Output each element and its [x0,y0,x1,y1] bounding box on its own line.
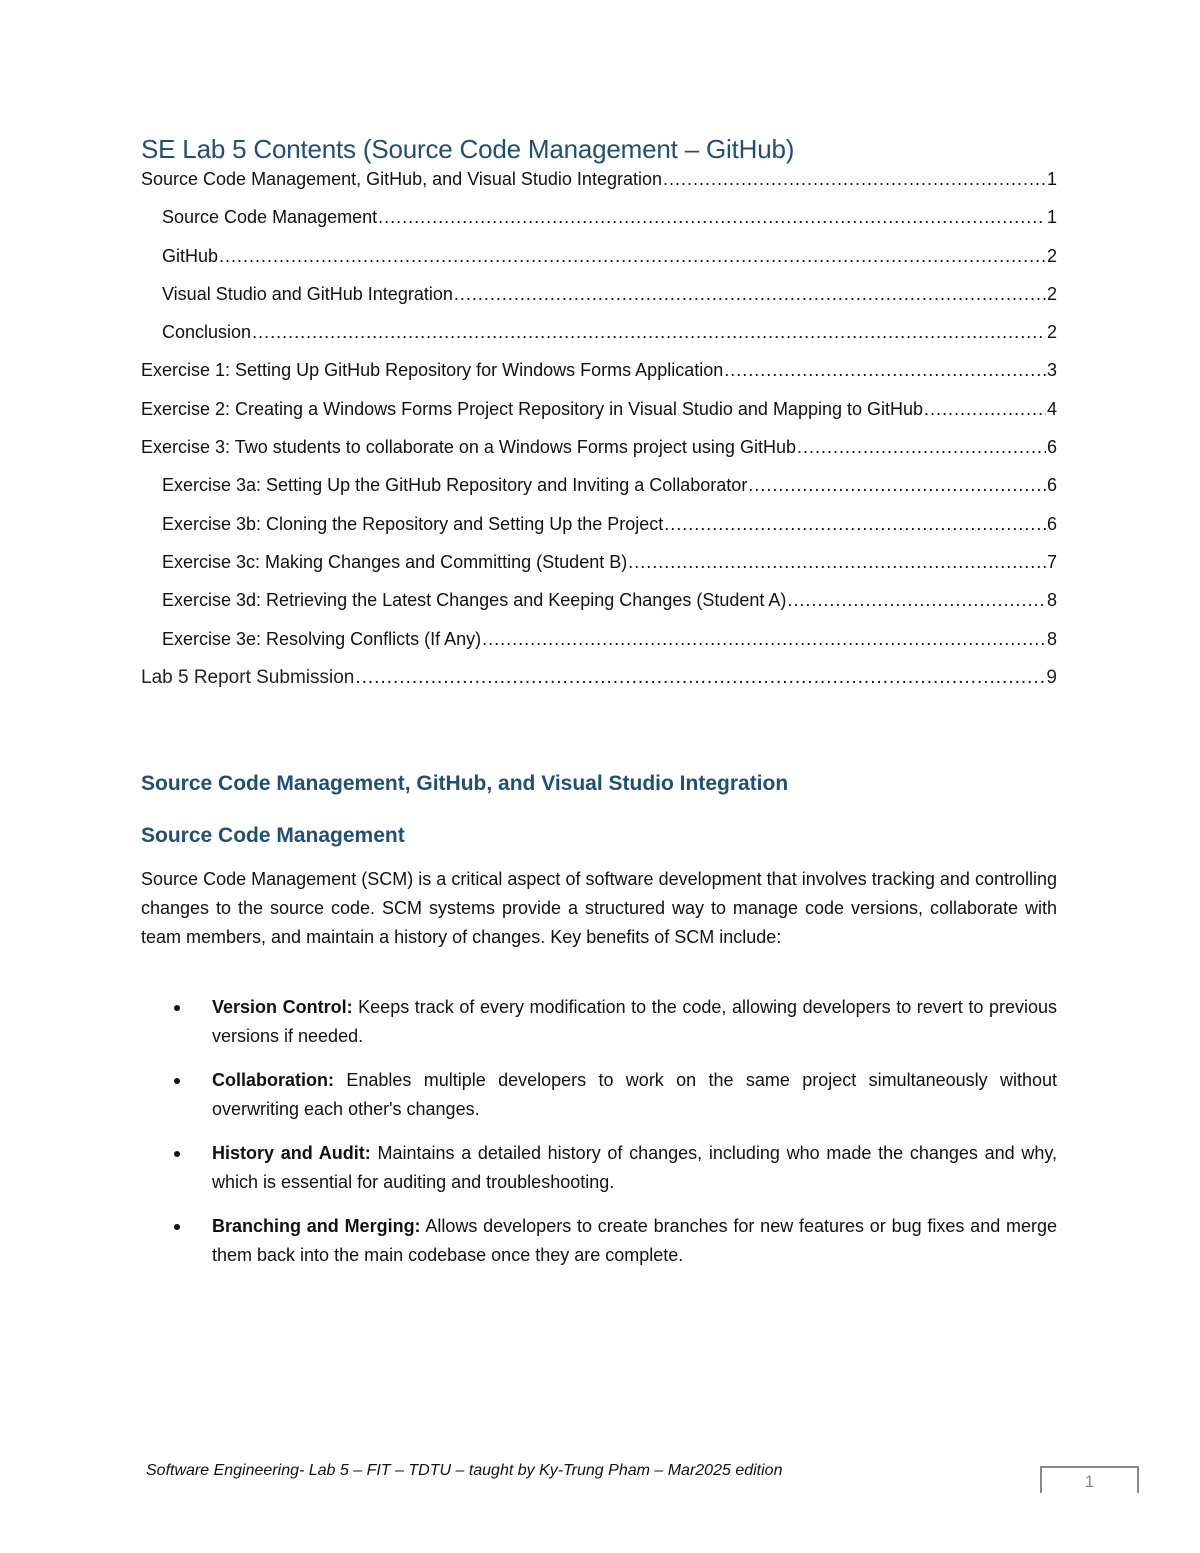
toc-entry[interactable] [141,246,1057,284]
toc-leader [664,514,1046,535]
bullet-text: Keeps track of every modification to the code, allowing developers to revert to previous versions if needed. [212,997,1057,1046]
toc-entry-page: 2 [1046,283,1057,304]
toc-entry-text: Visual Studio and GitHub Integration [162,283,453,304]
toc-entry-text: Exercise 3c: Making Changes and Committing (Student B) [162,551,628,572]
toc-entry-text: Conclusion [162,322,252,343]
toc-entry-page: 4 [1046,398,1057,419]
toc-entry-page: 6 [1046,513,1057,534]
intro-paragraph: Source Code Management (SCM) is a critical aspect of software development that involves tracking and controlling changes to the source code. SCM systems provide a structured way to manage code versions, collaborate with team members, and maintain a history of changes. Key benefits of SCM include: [141,869,1057,947]
toc-entry[interactable] [141,322,1057,360]
page-number: 1 [1084,1472,1095,1491]
toc-entry-text: Exercise 1: Setting Up GitHub Repository for Windows Forms Application [141,360,724,381]
toc-entry[interactable] [141,207,1057,245]
toc-leader [628,552,1046,573]
toc-entry-page: 2 [1046,245,1057,266]
toc-leader [252,322,1046,343]
bullet-term: Collaboration: [212,1070,334,1090]
bullet-icon [174,1151,180,1157]
list-item [141,993,1057,1051]
toc-entry-page: 8 [1046,590,1057,611]
toc-entry-page: 7 [1046,551,1057,572]
toc-leader [482,629,1046,650]
toc-leader [787,590,1046,611]
toc-entry[interactable] [141,514,1057,552]
toc-entry[interactable] [141,667,1057,705]
bullet-icon [174,1005,180,1011]
toc-entry[interactable] [141,360,1057,398]
toc-entry-page: 3 [1046,360,1057,381]
toc-entry-page: 8 [1046,628,1057,649]
list-item [141,1139,1057,1197]
list-item [141,1212,1057,1270]
toc-entry-text: Exercise 3b: Cloning the Repository and Setting Up the Project [162,513,664,534]
toc-entry-page: 6 [1046,437,1057,458]
toc-entry-text: Exercise 2: Creating a Windows Forms Project Repository in Visual Studio and Mapping to GitHub [141,398,924,419]
toc-entry-page: 6 [1046,475,1057,496]
benefits-list [141,993,1057,1285]
bullet-term: Version Control: [212,997,353,1017]
toc-leader [924,399,1046,420]
section-heading: Source Code Management, GitHub, and Visual Studio Integration [141,772,789,795]
toc-entry[interactable] [141,590,1057,628]
toc-leader [454,284,1046,305]
toc-entry[interactable] [141,552,1057,590]
bullet-text: Enables multiple developers to work on the same project simultaneously without overwriting each other's changes. [212,1070,1057,1119]
bullet-icon [174,1078,180,1084]
bullet-icon [174,1224,180,1230]
footer-text: Software Engineering- Lab 5 – FIT – TDTU – taught by Ky-Trung Pham – Mar2025 edition [146,1462,783,1479]
toc-entry-text: Exercise 3e: Resolving Conflicts (If Any) [162,628,482,649]
toc-entry-text: Exercise 3: Two students to collaborate on a Windows Forms project using GitHub [141,437,796,458]
toc-entry-page: 2 [1046,322,1057,343]
toc-entry-text: Exercise 3a: Setting Up the GitHub Repository and Inviting a Collaborator [162,475,748,496]
toc-entry[interactable] [141,629,1057,667]
toc-leader [748,475,1046,496]
table-of-contents [141,169,1057,705]
section-subheading: Source Code Management [141,824,405,847]
toc-entry[interactable] [141,437,1057,475]
toc-leader [663,169,1046,190]
toc-leader [724,360,1046,381]
toc-entry-text: Exercise 3d: Retrieving the Latest Changes and Keeping Changes (Student A) [162,590,787,611]
list-item [141,1066,1057,1124]
toc-entry-page: 1 [1046,169,1057,189]
toc-leader [797,437,1046,458]
toc-entry-text: Lab 5 Report Submission [141,666,355,688]
toc-entry-page: 9 [1046,666,1057,688]
bullet-text: Maintains a detailed history of changes, including who made the changes and why, which is essential for auditing and troubleshooting. [212,1143,1057,1192]
toc-leader [355,667,1045,689]
toc-leader [219,246,1046,267]
toc-entry[interactable] [141,475,1057,513]
toc-leader [378,207,1046,228]
toc-entry-text: GitHub [162,245,219,266]
toc-entry[interactable] [141,169,1057,207]
toc-title: SE Lab 5 Contents (Source Code Management – GitHub) [141,134,795,164]
toc-entry[interactable] [141,284,1057,322]
bullet-term: Branching and Merging: [212,1216,421,1236]
toc-entry-text: Source Code Management [162,207,378,228]
toc-entry[interactable] [141,399,1057,437]
bullet-term: History and Audit: [212,1143,371,1163]
bullet-text: Allows developers to create branches for new features or bug fixes and merge them back into the main codebase once they are complete. [212,1216,1058,1265]
toc-entry-text: Source Code Management, GitHub, and Visual Studio Integration [141,169,662,189]
toc-entry-page: 1 [1046,207,1057,228]
